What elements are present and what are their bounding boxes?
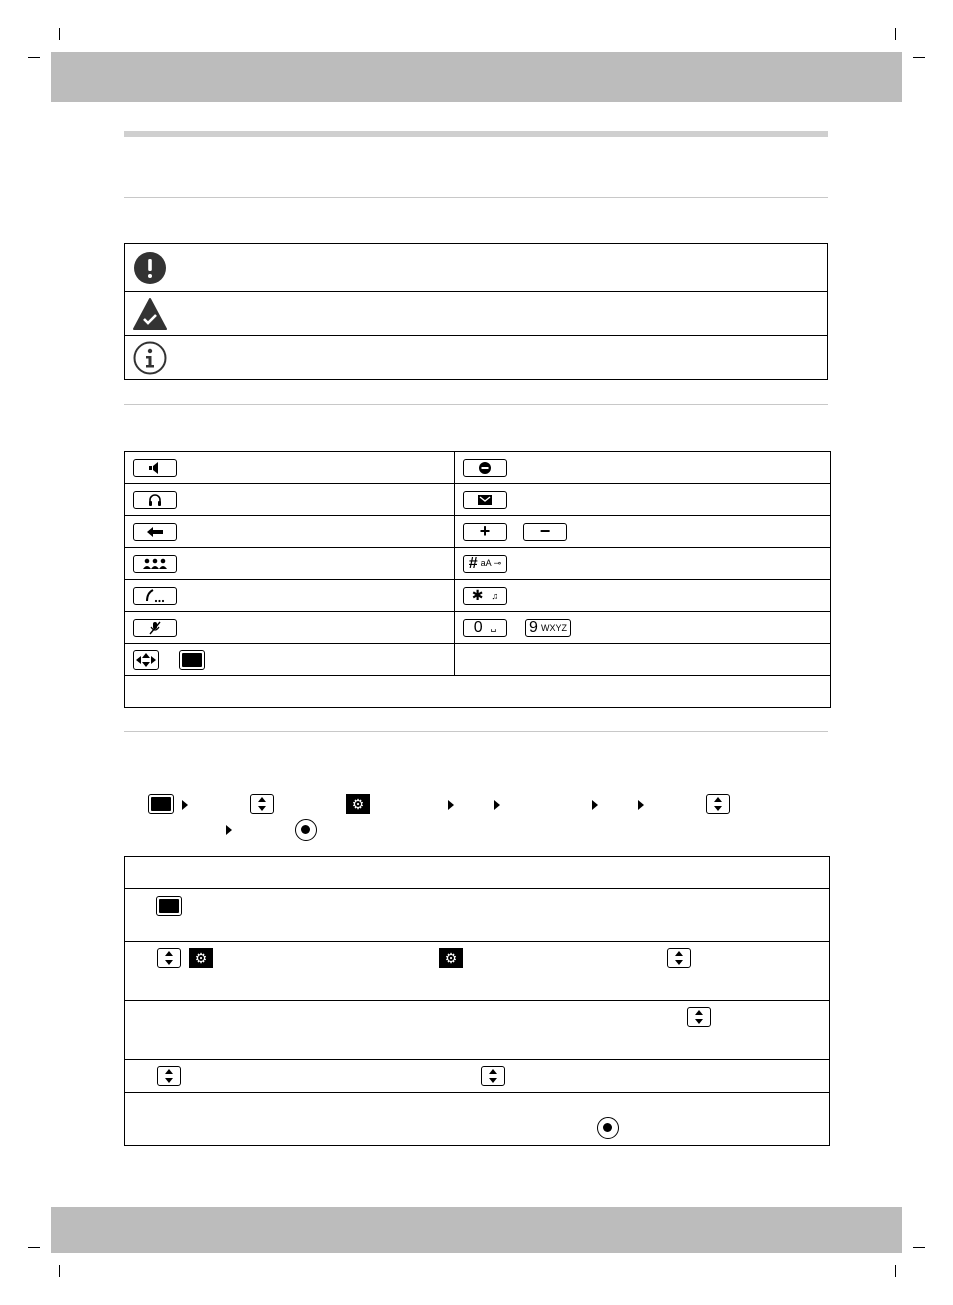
section-rule <box>124 197 828 198</box>
crop-mark <box>59 1265 60 1277</box>
volume-down-key-icon: − <box>523 523 567 541</box>
star-key-sub: ♫ <box>491 590 499 601</box>
keys-cell <box>455 580 831 612</box>
keys-cell <box>455 484 831 516</box>
notes-table <box>124 243 828 380</box>
star-key-icon <box>463 587 507 605</box>
ok-button-icon <box>295 819 317 841</box>
hash-key-sub: aA ⊸ <box>480 558 502 568</box>
steps-header-row <box>125 857 830 889</box>
arrow-right-icon <box>494 800 500 810</box>
keys-cell <box>125 484 455 516</box>
end-call-key-icon <box>463 459 507 477</box>
section-rule <box>124 731 828 732</box>
digit-9-main: 9 <box>529 618 538 636</box>
star-key-main: ✱ <box>471 587 484 603</box>
nav-up-down-icon <box>481 1066 505 1086</box>
keys-cell <box>125 612 455 644</box>
crop-mark <box>913 1247 925 1248</box>
settings-gear-icon: ⚙ <box>346 794 370 814</box>
crop-mark <box>895 28 896 40</box>
message-key-icon <box>463 491 507 509</box>
speaker-key-icon <box>133 459 177 477</box>
step-row <box>125 942 830 1001</box>
headset-key-icon <box>133 491 177 509</box>
hash-key-main: # <box>468 554 478 572</box>
nav-up-down-icon <box>157 948 181 968</box>
settings-gear-icon: ⚙ <box>439 948 463 968</box>
info-circle-icon <box>133 341 167 375</box>
keys-table <box>124 451 831 708</box>
digit-9-key-icon <box>525 619 571 637</box>
digit-0-sub: ␣ <box>490 622 497 632</box>
footer-band <box>51 1207 902 1253</box>
call-list-key-icon <box>133 587 177 605</box>
volume-up-key-icon: + <box>463 523 507 541</box>
title-rule <box>124 131 828 137</box>
menu-key-icon <box>179 650 205 670</box>
header-band <box>51 52 902 102</box>
menu-key-icon <box>156 896 182 916</box>
notes-row <box>125 336 828 380</box>
settings-gear-icon: ⚙ <box>189 948 213 968</box>
keys-cell <box>125 548 455 580</box>
conference-key-icon <box>133 555 177 573</box>
navigation-key-icon <box>133 650 159 670</box>
crop-mark <box>59 28 60 40</box>
warning-triangle-check-icon <box>133 297 167 331</box>
notes-row <box>125 292 828 336</box>
digit-0-key-icon <box>463 619 507 637</box>
keys-cell <box>455 452 831 484</box>
keys-cell <box>125 644 455 676</box>
step-row <box>125 1001 830 1060</box>
keys-cell <box>125 516 455 548</box>
hash-key-icon <box>463 555 507 573</box>
mute-key-icon <box>133 619 177 637</box>
crop-mark <box>913 57 925 58</box>
nav-up-down-icon <box>250 794 274 814</box>
example-steps-table <box>124 856 830 1146</box>
digit-0-main: 0 <box>473 618 483 636</box>
nav-up-down-icon <box>687 1007 711 1027</box>
step-row <box>125 1093 830 1146</box>
nav-up-down-icon <box>157 1066 181 1086</box>
crop-mark <box>28 57 40 58</box>
crop-mark <box>895 1265 896 1277</box>
exclamation-circle-icon <box>133 251 167 285</box>
nav-up-down-icon <box>667 948 691 968</box>
arrow-right-icon <box>448 800 454 810</box>
keys-cell <box>455 548 831 580</box>
arrow-right-icon <box>182 800 188 810</box>
nav-up-down-icon <box>706 794 730 814</box>
back-arrow-key-icon <box>133 523 177 541</box>
menu-key-icon <box>148 794 174 814</box>
keys-cell <box>125 580 455 612</box>
step-row <box>125 1060 830 1093</box>
digit-9-sub: WXYZ <box>540 622 567 633</box>
crop-mark <box>28 1247 40 1248</box>
keys-footer-cell <box>125 676 831 708</box>
keys-cell <box>455 644 831 676</box>
arrow-right-icon <box>592 800 598 810</box>
section-rule <box>124 404 828 405</box>
notes-row <box>125 244 828 292</box>
arrow-right-icon <box>638 800 644 810</box>
arrow-right-icon <box>226 825 232 835</box>
step-row <box>125 889 830 942</box>
keys-cell <box>455 612 831 644</box>
example-path-line1 <box>148 794 828 816</box>
keys-cell <box>455 516 831 548</box>
example-path-line2 <box>148 819 828 841</box>
keys-cell <box>125 452 455 484</box>
ok-button-icon <box>597 1117 619 1139</box>
